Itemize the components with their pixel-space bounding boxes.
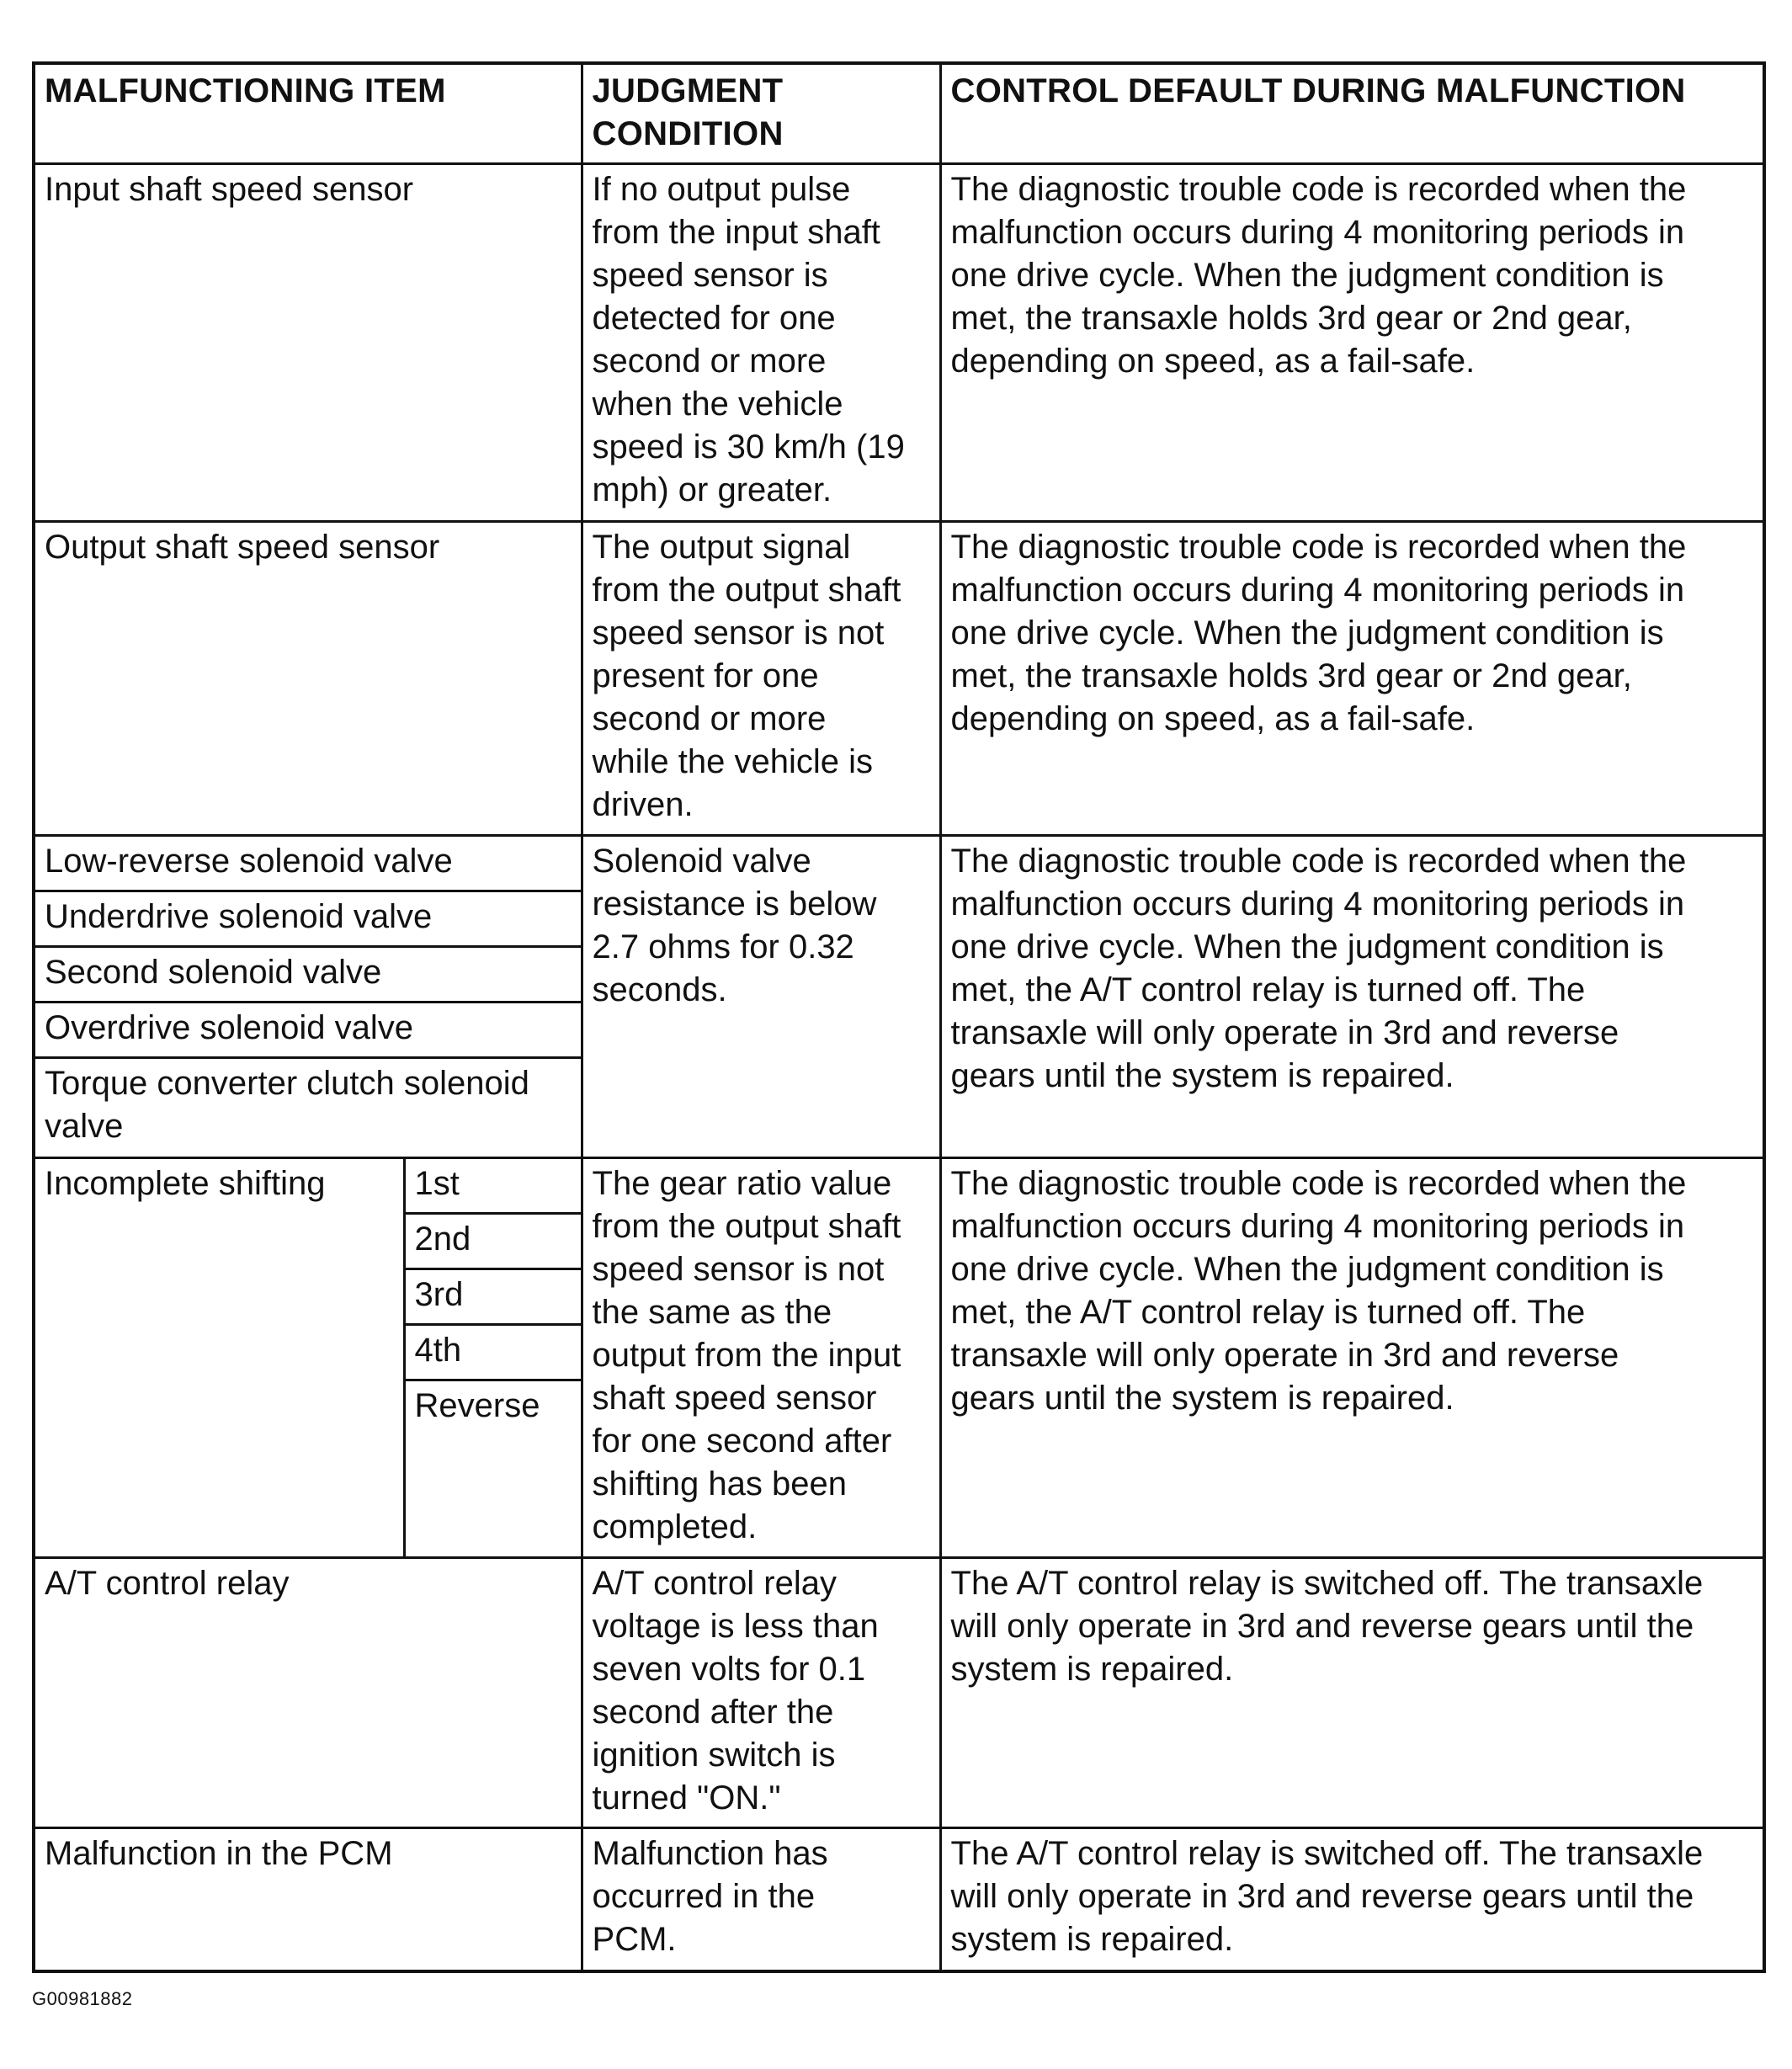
figure-id: G00981882 — [32, 1988, 133, 2009]
gear-cell: 3rd — [404, 1269, 582, 1325]
row-judgment: The output signal from the output shaft speed sensor is not present for one second or more while the vehicle is driven. — [582, 522, 940, 836]
row-control: The diagnostic trouble code is recorded when the malfunction occurs during 4 monitoring periods in one drive cycle. When the judgment condition is met, the transaxle holds 3rd gear or 2nd gear, depending on speed, as a fail-safe. — [940, 522, 1764, 836]
table-row — [34, 1158, 1764, 1214]
solenoid-item: Overdrive solenoid valve — [34, 1003, 582, 1058]
header-row — [34, 63, 1764, 164]
row-judgment: A/T control relay voltage is less than seven volts for 0.1 second after the ignition switch is turned "ON." — [582, 1558, 940, 1828]
row-judgment: If no output pulse from the input shaft speed sensor is detected for one second or more when the vehicle speed is 30 km/h (19 mph) or greater. — [582, 164, 940, 522]
table-row — [34, 1828, 1764, 1971]
row-item: A/T control relay — [34, 1558, 582, 1828]
table-row — [34, 836, 1764, 891]
gear-cell: 1st — [404, 1158, 582, 1214]
header-malfunctioning-item: MALFUNCTIONING ITEM — [34, 63, 582, 164]
solenoid-item: Second solenoid valve — [34, 947, 582, 1003]
row-item: Incomplete shifting — [34, 1158, 404, 1558]
row-judgment: Malfunction has occurred in the PCM. — [582, 1828, 940, 1971]
row-control: The diagnostic trouble code is recorded when the malfunction occurs during 4 monitoring periods in one drive cycle. When the judgment condition is met, the transaxle holds 3rd gear or 2nd gear, depending on speed, as a fail-safe. — [940, 164, 1764, 522]
solenoid-item: Torque converter clutch solenoid valve — [34, 1058, 582, 1158]
row-item: Input shaft speed sensor — [34, 164, 582, 522]
gear-cell: 2nd — [404, 1214, 582, 1269]
header-judgment-condition: JUDGMENT CONDITION — [582, 63, 940, 164]
solenoid-item: Low-reverse solenoid valve — [34, 836, 582, 891]
row-judgment: Solenoid valve resistance is below 2.7 ohms for 0.32 seconds. — [582, 836, 940, 1158]
row-judgment: The gear ratio value from the output shaft speed sensor is not the same as the output from the input shaft speed sensor for one second after shifting has been completed. — [582, 1158, 940, 1558]
row-control: The A/T control relay is switched off. The transaxle will only operate in 3rd and reverse gears until the system is repaired. — [940, 1558, 1764, 1828]
gear-cell: 4th — [404, 1325, 582, 1380]
table-row — [34, 522, 1764, 836]
gear-cell: Reverse — [404, 1380, 582, 1558]
solenoid-item: Underdrive solenoid valve — [34, 891, 582, 947]
row-control: The diagnostic trouble code is recorded when the malfunction occurs during 4 monitoring periods in one drive cycle. When the judgment condition is met, the A/T control relay is turned off. The transaxle will only operate in 3rd and reverse gears until the system is repaired. — [940, 836, 1764, 1158]
row-control: The diagnostic trouble code is recorded when the malfunction occurs during 4 monitoring periods in one drive cycle. When the judgment condition is met, the A/T control relay is turned off. The transaxle will only operate in 3rd and reverse gears until the system is repaired. — [940, 1158, 1764, 1558]
row-item: Malfunction in the PCM — [34, 1828, 582, 1971]
row-control: The A/T control relay is switched off. The transaxle will only operate in 3rd and reverse gears until the system is repaired. — [940, 1828, 1764, 1971]
malfunction-table — [32, 61, 1766, 1973]
row-item: Output shaft speed sensor — [34, 522, 582, 836]
header-control-default: CONTROL DEFAULT DURING MALFUNCTION — [940, 63, 1764, 164]
table-row — [34, 1558, 1764, 1828]
table-row — [34, 164, 1764, 522]
